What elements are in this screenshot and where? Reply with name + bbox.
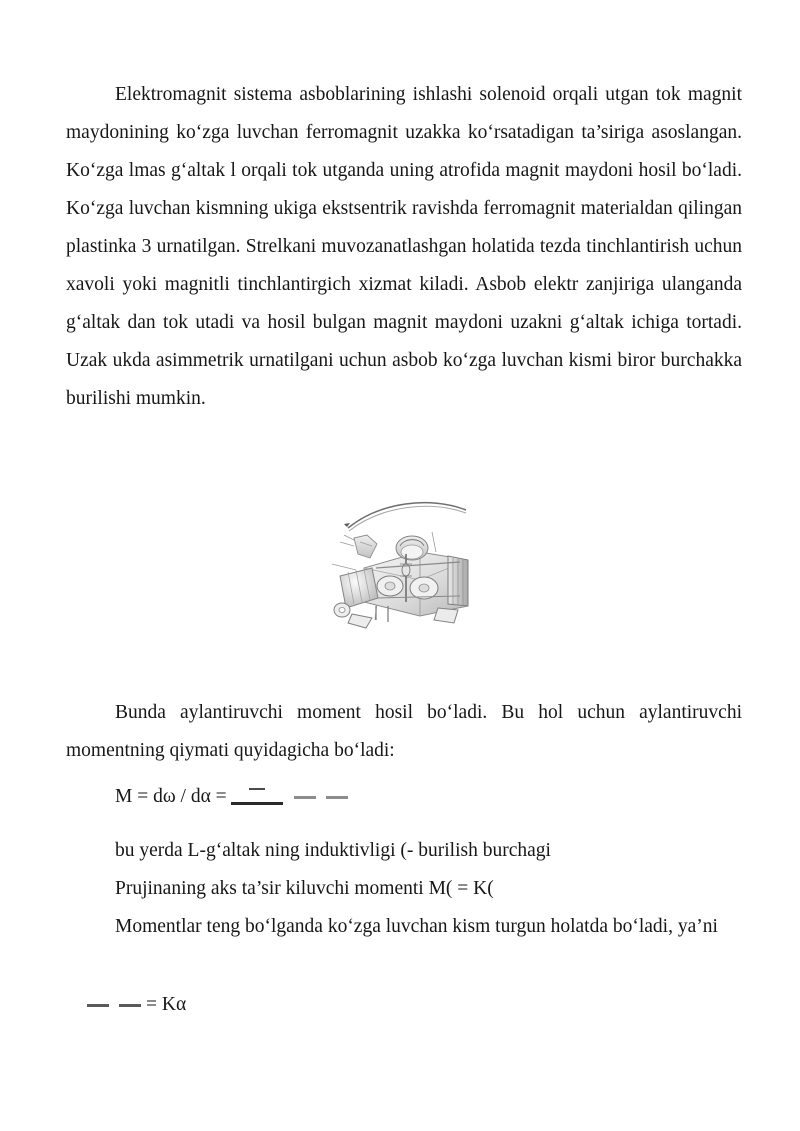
formula-equilibrium bbox=[82, 986, 186, 1024]
figure-electromagnetic-instrument bbox=[320, 480, 480, 643]
paragraph-equilibrium: Momentlar teng bo‘lganda ko‘zga luvchan kism turgun holatda bo‘ladi, ya’ni bbox=[115, 916, 718, 937]
formula-moment bbox=[115, 778, 353, 816]
formula-fraction-placeholder bbox=[231, 788, 283, 808]
note-prujina: Prujinaning aks ta’sir kiluvchi momenti M( = K( bbox=[115, 878, 494, 899]
electromagnetic-instrument-illustration bbox=[320, 480, 480, 643]
fraction-bar bbox=[231, 802, 283, 805]
formula2-ghost-dash-2 bbox=[119, 1004, 141, 1007]
paragraph-block-3 bbox=[66, 908, 742, 946]
note-bu-yerda: bu yerda L-g‘altak ning induktivligi (- burilish burchagi bbox=[115, 840, 551, 861]
paragraph-moment: Bunda aylantiruvchi moment hosil bo‘ladi. Bu hol uchun aylantiruvchi momentning qiymati quyidagicha bo‘ladi: bbox=[66, 702, 742, 761]
paragraph-block-1 bbox=[66, 76, 742, 418]
formula2-ghost-dash-1 bbox=[87, 1004, 109, 1007]
paragraph-intro: Elektromagnit sistema asboblarining ishlashi solenoid orqali utgan tok magnit maydonining ko‘zga luvchan ferromagnit uzakka ko‘rsatadigan ta’siriga asoslangan. Ko‘zga lmas g‘altak l orqali tok utganda uning atrofida magnit maydoni hosil bo‘ladi. Ko‘zga luvchan kismning ukiga ekstsentrik ravishda ferromagnit materialdan qilingan plastinka 3 urnatilgan. Strelkani muvozanatlashgan holatida tezda tinchlantirish uchun xavoli yoki magnitli tinchlantirgich xizmat kiladi. Asbob elektr zanjiriga ulanganda g‘altak dan tok utadi va hosil bulgan magnit maydoni uzakni g‘altak ichiga tortadi. Uzak ukda asimmetrik urnatilgani uchun asbob ko‘zga luvchan kismi biror burchakka burilishi mumkin. bbox=[66, 84, 742, 409]
fraction-numerator-mark bbox=[249, 788, 265, 790]
formula-ghost-dash-2 bbox=[326, 796, 348, 799]
formula-ghost-dash-1 bbox=[294, 796, 316, 799]
formula-equilibrium-text: = Kα bbox=[146, 994, 187, 1015]
formula-moment-text: M = dω / dα = bbox=[115, 786, 227, 807]
paragraph-block-2 bbox=[66, 694, 742, 770]
